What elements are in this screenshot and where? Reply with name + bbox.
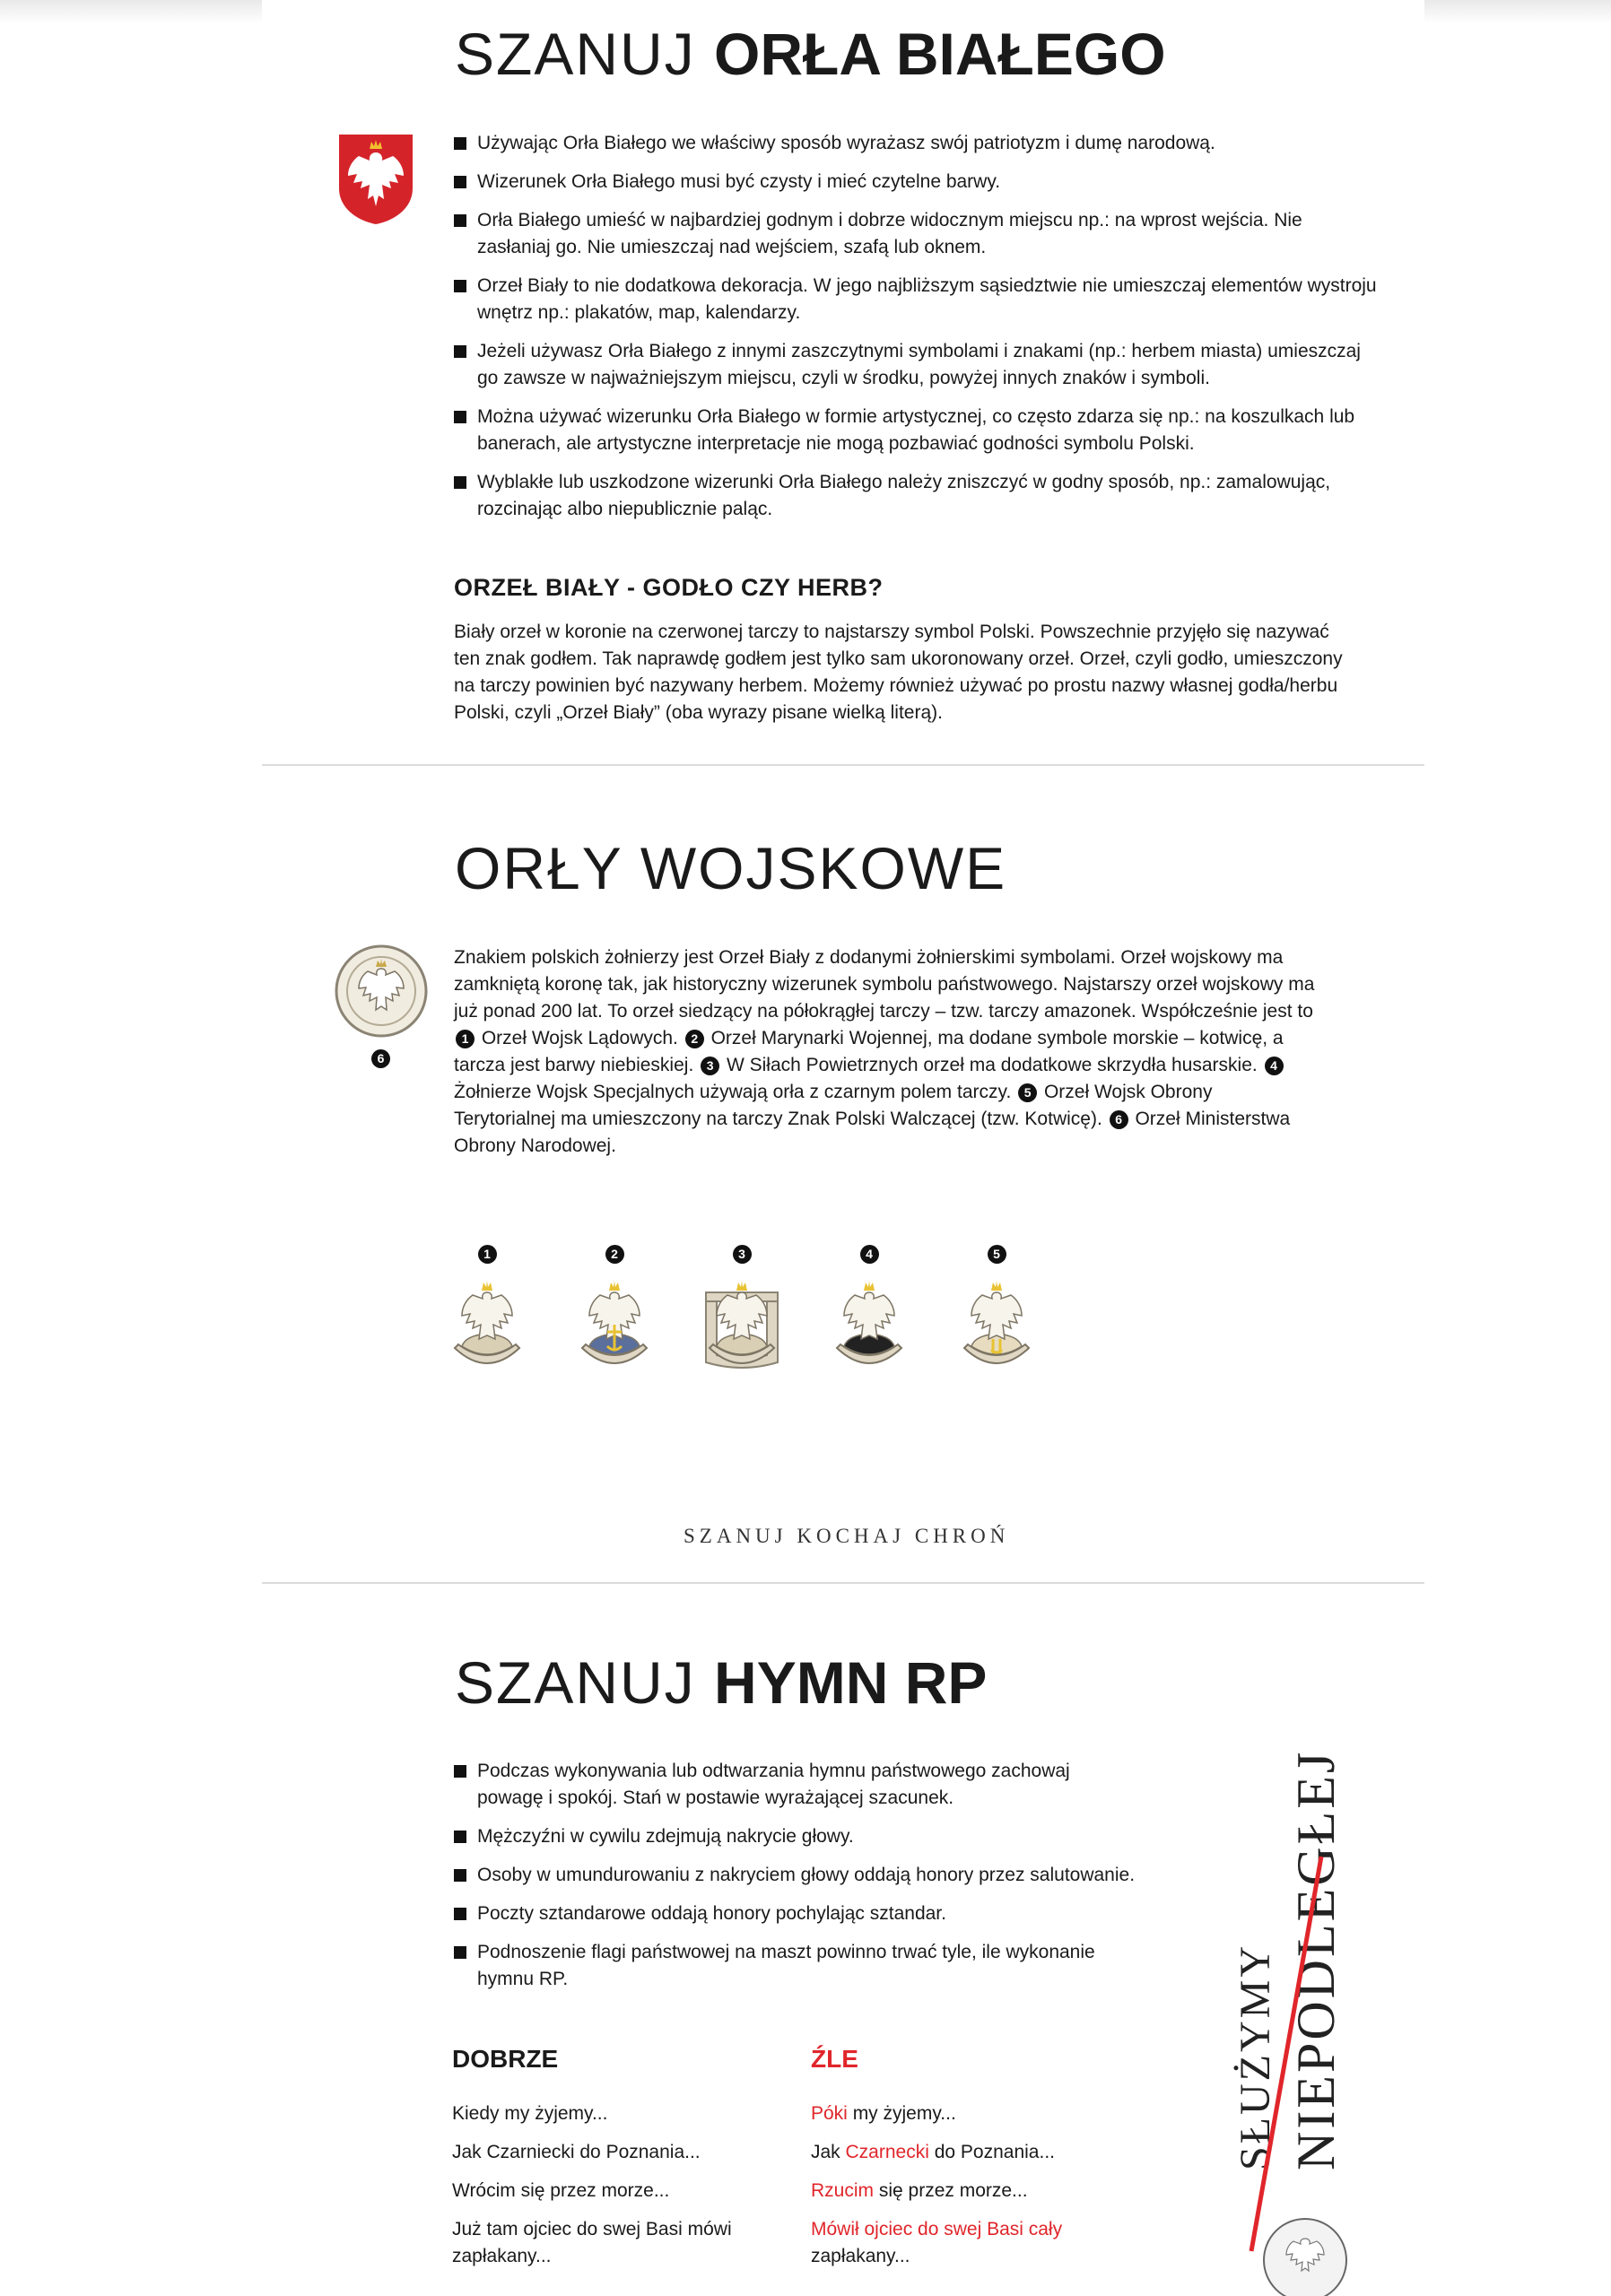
eagle-number-badge: 2 [605, 1245, 624, 1264]
list-item: Już tam ojciec do swej Basi mówi zapłakany... [452, 2219, 732, 2266]
military-eagle-item [692, 1245, 791, 1378]
logo-line-sluzymy: SŁUŻYMY [1232, 1943, 1279, 2170]
list-item: Używając Orła Białego we właściwy sposób wyrażasz swój patriotyzm i dumę narodową. [454, 130, 1378, 157]
number-badge: 1 [456, 1030, 475, 1048]
list-item: Orzeł Biały to nie dodatkowa dekoracja. W jego najbliższym sąsiedztwie nie umieszczaj elementów wystroju wnętrz np.: plakatów, map, kalendarzy. [454, 273, 1378, 326]
military-eagle-item [947, 1245, 1046, 1378]
bad-lyrics-list [811, 2100, 1107, 2282]
emblem-number-badge: 6 [370, 1049, 392, 1068]
military-eagle-item [565, 1245, 664, 1378]
number-badge: 3 [701, 1057, 719, 1075]
military-eagle-item [438, 1245, 536, 1378]
military-eagle-icon [442, 1273, 532, 1378]
mon-eagle-emblem-icon [334, 944, 429, 1039]
eagle-number-badge: 1 [478, 1245, 497, 1264]
list-item: Wrócim się przez morze... [452, 2180, 670, 2201]
page-title: SZANUJ HYMN RP [455, 1649, 988, 1716]
good-heading: DOBRZE [452, 2045, 559, 2073]
good-lyrics-list [452, 2100, 775, 2282]
military-eagle-icon [952, 1273, 1041, 1378]
list-item: Poczty sztandarowe oddają honory pochylając sztandar. [454, 1900, 1136, 1927]
list-item: Póki my żyjemy... [811, 2103, 956, 2124]
list-item: Osoby w umundurowaniu z nakryciem głowy oddają honory przez salutowanie. [454, 1862, 1136, 1889]
sluzymy-niepodleglej-logo [1206, 1632, 1359, 2296]
polish-coat-of-arms-icon [337, 133, 414, 226]
list-item: Orła Białego umieść w najbardziej godnym i dobrze widocznym miejscu np.: na wprost wejścia. Nie zasłaniaj go. Nie umieszczaj nad wejściem, szafą lub oknem. [454, 207, 1378, 261]
list-item: Rzucim się przez morze... [811, 2180, 1028, 2201]
list-item: Podczas wykonywania lub odtwarzania hymnu państwowego zachowaj powagę i spokój. Stań w postawie wyrażającej szacunek. [454, 1758, 1136, 1812]
list-item: Mówił ojciec do swej Basi cały zapłakany... [811, 2219, 1063, 2266]
list-item: Jak Czarniecki do Poznania... [452, 2142, 701, 2162]
military-eagle-icon [697, 1273, 787, 1378]
military-eagle-icon [570, 1273, 659, 1378]
list-item: Można używać wizerunku Orła Białego w formie artystycznej, co często zdarza się np.: na koszulkach lub banerach, ale artystyczne interpretacje nie mogą pozbawiać godności symbolu Polski. [454, 404, 1378, 457]
number-badge: 4 [1265, 1057, 1284, 1075]
number-badge: 5 [1018, 1083, 1037, 1102]
list-item: Wyblakłe lub uszkodzone wizerunki Orła Białego należy zniszczyć w godny sposób, np.: zamalowując, rozcinając albo niepublicznie paląc. [454, 469, 1378, 523]
bad-heading: ŹLE [811, 2045, 858, 2073]
hymn-rules-list [454, 1758, 1136, 2005]
orly-wojskowe-paragraph: Znakiem polskich żołnierzy jest Orzeł Biały z dodanymi żołnierskimi symbolami. Orzeł wojskowy ma zamkniętą koronę tak, jak historyczny wizerunek symbolu państwowego. Najstarszy orzeł wojskowy ma już ponad 200 lat. To orzeł siedzący na półokrągłej tarczy – tzw. tarczy amazonek. Współcześnie jest to 1 Orzeł Wojsk Lądowych. 2 Orzeł Marynarki Wojennej, ma dodane symbole morskie – kotwicę, a tarcza jest barwy niebieskiej. 3 W Siłach Powietrznych orzeł ma dodatkowe skrzydła husarskie. 4 Żołnierze Wojsk Specjalnych używają orła z czarnym polem tarczy. 5 Orzeł Wojsk Obrony Terytorialnej ma umieszczony na tarczy Znak Polski Walczącej (tzw. Kotwicę). 6 Orzeł Ministerstwa Obrony Narodowej. [454, 947, 1315, 1156]
list-item: Kiedy my żyjemy... [452, 2103, 608, 2124]
logo-line-niepodleglej: NIEPODLEGŁEJ [1286, 1749, 1345, 2170]
page-fold [262, 764, 1424, 766]
eagle-number-badge: 3 [733, 1245, 752, 1264]
list-item: Jeżeli używasz Orła Białego z innymi zaszczytnymi symbolami i znakami (np.: herbem miasta) umieszczaj go zawsze w najważniejszym miejscu, czyli w środku, powyżej innych znaków i symboli. [454, 338, 1378, 392]
page-title: ORŁY WOJSKOWE [455, 835, 1007, 901]
eagle-number-badge: 5 [988, 1245, 1006, 1264]
page-title: SZANUJ ORŁA BIAŁEGO [455, 21, 1166, 87]
list-item: Wizerunek Orła Białego musi być czysty i mieć czytelne barwy. [454, 169, 1378, 196]
number-badge: 6 [1110, 1110, 1128, 1129]
section-subheading: ORZEŁ BIAŁY - GODŁO CZY HERB? [454, 574, 884, 601]
orzel-rules-list [454, 130, 1378, 535]
military-eagle-icon [824, 1273, 914, 1378]
list-item: Podnoszenie flagi państwowej na maszt powinno trwać tyle, ile wykonanie hymnu RP. [454, 1939, 1136, 1993]
eagle-number-badge: 4 [860, 1245, 879, 1264]
godlo-herb-paragraph: Biały orzeł w koronie na czerwonej tarczy to najstarszy symbol Polski. Powszechnie przyjęło się nazywać ten znak godłem. Tak naprawdę godłem jest tylko sam ukoronowany orzeł. Orzeł, czyli godło, umieszczony na tarczy powinien być nazywany herbem. Możemy również używać po prostu nazwy własnej godła/herbu Polski, czyli „Orzeł Biały” (oba wyrazy pisane wielką literą). [454, 622, 1343, 723]
list-item: Mężczyźni w cywilu zdejmują nakrycie głowy. [454, 1823, 1136, 1850]
page-fold [262, 1582, 1424, 1584]
slogan: SZANUJ KOCHAJ CHROŃ [684, 1525, 1010, 1547]
military-eagle-item [820, 1245, 919, 1378]
number-badge: 2 [685, 1030, 704, 1048]
list-item: Jak Czarnecki do Poznania... [811, 2142, 1055, 2162]
